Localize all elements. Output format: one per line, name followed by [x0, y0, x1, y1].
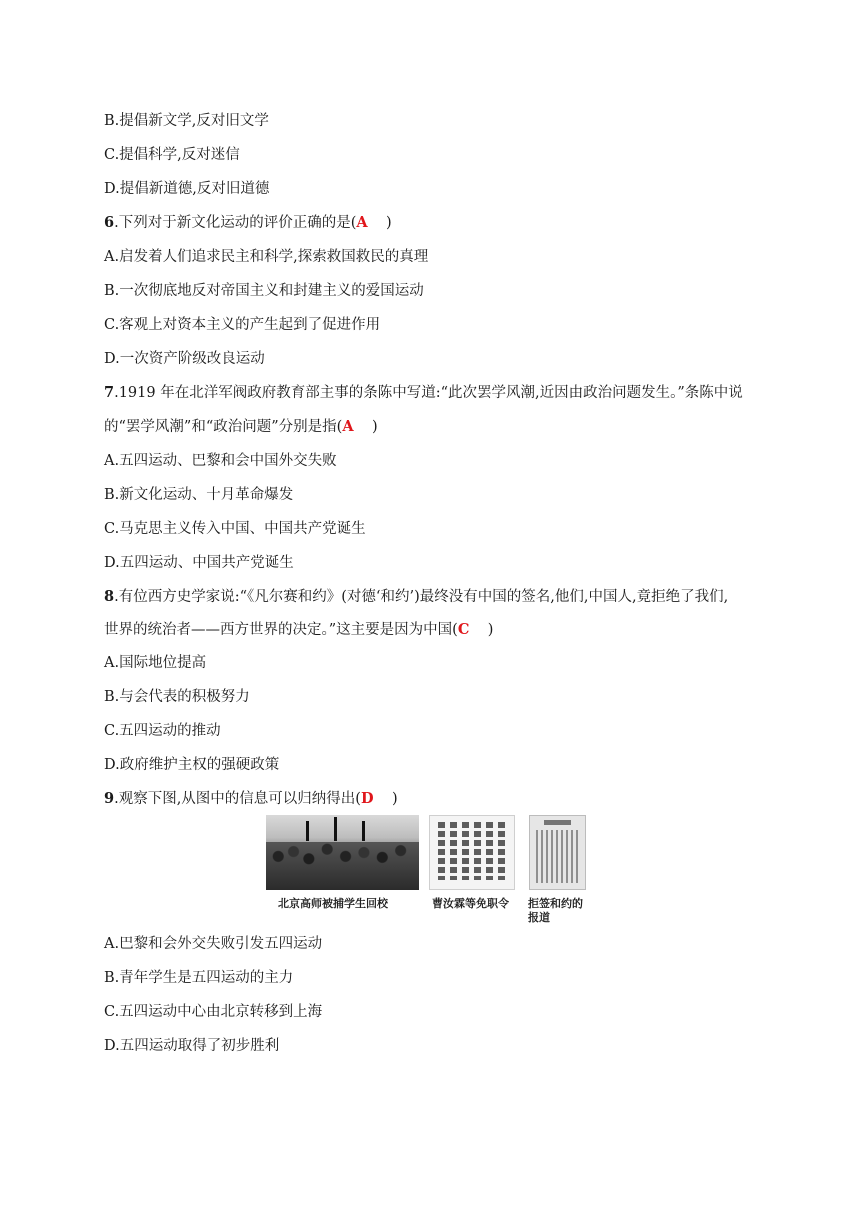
option-d-q5: D.提倡新道德,反对旧道德: [104, 181, 270, 197]
question-7-option-d: D.五四运动、中国共产党诞生: [104, 555, 294, 571]
question-6-option-c: C.客观上对资本主义的产生起到了促进作用: [104, 317, 381, 333]
question-8-stem-line2: [104, 620, 493, 640]
question-8-answer: C: [457, 621, 470, 638]
question-6-number: 6: [104, 214, 115, 231]
caption-treaty-report-line1: 拒签和约的: [528, 897, 583, 910]
question-8-text-1: .有位西方史学家说:“《凡尔赛和约》(对德‘和约’)最终没有中国的签名,他们,中国人,竟拒绝了我们,: [114, 589, 729, 605]
question-8-text-2: 世界的统治者——西方世界的决定。”这主要是因为中国(: [104, 622, 458, 638]
treaty-refusal-report-image: [529, 815, 586, 890]
question-7-stem-line2: [104, 417, 378, 437]
question-6-option-b: B.一次彻底地反对帝国主义和封建主义的爱国运动: [104, 283, 424, 299]
question-8-number: 8: [104, 588, 115, 605]
option-b-q5: B.提倡新文学,反对旧文学: [104, 113, 269, 129]
question-9-option-b: B.青年学生是五四运动的主力: [104, 970, 294, 986]
question-9-figure: [266, 815, 596, 927]
question-9-number: 9: [104, 790, 115, 807]
question-6-answer: A: [356, 214, 368, 231]
question-6-text: .下列对于新文化运动的评价正确的是(: [114, 215, 357, 231]
option-c-q5: C.提倡科学,反对迷信: [104, 147, 240, 163]
question-6-stem: [104, 213, 392, 233]
question-9-text: .观察下图,从图中的信息可以归纳得出(: [114, 791, 361, 807]
question-6-option-a: A.启发着人们追求民主和科学,探索救国救民的真理: [104, 249, 429, 265]
question-6-option-d: D.一次资产阶级改良运动: [104, 351, 265, 367]
question-7-text-1: .1919 年在北洋军阀政府教育部主事的条陈中写道:“此次罢学风潮,近因由政治问题发生。”条陈中说: [114, 385, 743, 401]
students-return-photo: [266, 815, 419, 890]
caption-treaty-report-line2: 报道: [528, 911, 550, 924]
question-6-close: ): [367, 215, 392, 231]
banner-pole-1: [306, 821, 309, 841]
question-8-option-d: D.政府维护主权的强硬政策: [104, 757, 280, 773]
question-7-option-b: B.新文化运动、十月革命爆发: [104, 487, 294, 503]
question-9-stem: [104, 789, 398, 809]
question-8-option-c: C.五四运动的推动: [104, 723, 221, 739]
banner-pole-3: [362, 821, 365, 841]
question-8-stem-line1: [104, 587, 728, 607]
dismissal-order-image: [429, 815, 515, 890]
question-7-stem-line1: [104, 383, 743, 403]
question-7-option-a: A.五四运动、巴黎和会中国外交失败: [104, 453, 337, 469]
question-9-option-d: D.五四运动取得了初步胜利: [104, 1038, 280, 1054]
question-8-option-b: B.与会代表的积极努力: [104, 689, 250, 705]
question-7-option-c: C.马克思主义传入中国、中国共产党诞生: [104, 521, 366, 537]
question-7-close: ): [353, 419, 378, 435]
question-8-close: ): [469, 622, 494, 638]
question-9-close: ): [373, 791, 398, 807]
question-9-option-c: C.五四运动中心由北京转移到上海: [104, 1004, 323, 1020]
question-7-text-2: 的“罢学风潮”和“政治问题”分别是指(: [104, 419, 343, 435]
question-7-answer: A: [342, 418, 354, 435]
question-8-option-a: A.国际地位提高: [104, 655, 207, 671]
caption-dismissal-order: 曹汝霖等免职令: [432, 897, 509, 910]
question-7-number: 7: [104, 384, 115, 401]
question-9-answer: D: [360, 790, 374, 807]
banner-pole-2: [334, 817, 337, 841]
crowd-image: [266, 842, 419, 890]
question-9-option-a: A.巴黎和会外交失败引发五四运动: [104, 936, 323, 952]
caption-students-return: 北京高师被捕学生回校: [278, 897, 388, 910]
